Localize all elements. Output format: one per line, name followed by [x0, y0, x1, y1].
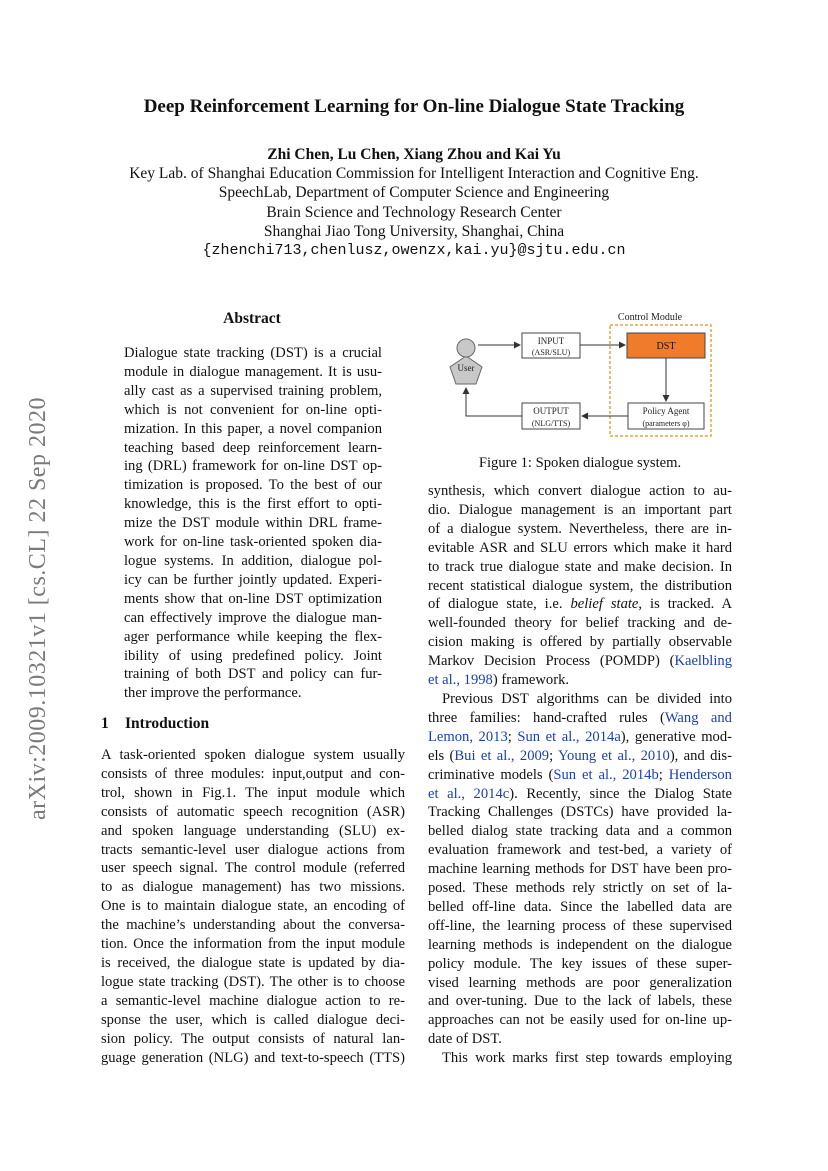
body-line: tion. Once the information from the input module — [101, 936, 405, 953]
abstract-line: knowledge, this is the first effort to opti- — [124, 496, 382, 513]
body-line: A task-oriented spoken dialogue system usually — [101, 747, 405, 763]
abstract-line: ther improve the performance. — [124, 685, 302, 702]
affiliation-line: Key Lab. of Shanghai Education Commission for Intelligent Interaction and Cognitive Eng. — [129, 165, 699, 182]
input-label: INPUT — [537, 336, 565, 346]
abstract-line: ments show that on-line DST optimization — [124, 590, 382, 607]
body-line: cision making is offered by partially observable — [428, 634, 732, 651]
body-line: tracts semantic-level user dialogue actions from — [101, 841, 405, 858]
abstract-heading: Abstract — [223, 310, 281, 327]
body-line — [428, 595, 732, 614]
body-line: and over-tuning. Due to the lack of labels, these — [428, 993, 732, 1010]
text-run: ), generative mod- — [620, 728, 732, 745]
abstract-line: can effectively improve the dialogue man- — [124, 609, 382, 626]
affiliation-line: SpeechLab, Department of Computer Science and Engineering — [218, 184, 610, 202]
arrow-output-to-user — [466, 388, 522, 416]
body-line: is received, the dialogue state is updated by dia- — [101, 954, 405, 971]
body-line: to track true dialogue state and make decision. In — [428, 558, 732, 575]
right-column-body — [428, 482, 732, 1068]
abstract-line: training of both DST and policy can fur- — [124, 666, 382, 683]
body-line — [428, 728, 732, 747]
body-line: Previous DST algorithms can be divided into — [442, 690, 732, 707]
dst-label: DST — [656, 341, 676, 352]
body-line: guage generation (NLG) and text-to-speech (TTS) — [101, 1049, 405, 1066]
body-line: evaluation framework and test-bed, a variety of — [428, 842, 732, 859]
user-head-icon — [457, 339, 475, 357]
section-heading-introduction — [101, 715, 209, 733]
body-line: to as dialogue management) has two missions. — [101, 879, 405, 896]
body-line: consists of automatic speech recognition (ASR) — [101, 803, 405, 820]
abstract-line: module in dialogue management. It is usu- — [124, 363, 382, 380]
affiliation-line: Brain Science and Technology Research Center — [266, 203, 562, 221]
body-line: user speech signal. The control module (referred — [101, 860, 405, 877]
text-run: ) framework. — [492, 672, 570, 689]
body-line — [428, 785, 732, 804]
text-run: ; — [658, 766, 669, 783]
text-run: ; — [507, 728, 518, 745]
body-line: This work marks first step towards employing — [442, 1050, 732, 1067]
body-line: belled off-line data. Since the labelled data are — [428, 898, 732, 915]
body-line: sion policy. The output consists of natural lan- — [101, 1030, 405, 1047]
text-run: ), and dis- — [669, 747, 732, 764]
section-title: Introduction — [125, 715, 210, 732]
citation-link[interactable]: Henderson — [668, 766, 732, 783]
text-run: of dialogue state, i.e. — [428, 596, 563, 613]
body-line: learning methods is independent on the dialogue — [428, 936, 732, 953]
abstract-line: ally cast as a supervised training problem, — [124, 382, 382, 399]
figure-1-diagram — [440, 308, 732, 446]
text-run: Markov Decision Process (POMDP) ( — [428, 653, 675, 670]
paper-title: Deep Reinforcement Learning for On-line Dialogue State Tracking — [143, 96, 685, 117]
body-line — [428, 709, 732, 728]
citation-link[interactable]: Bui et al., 2009 — [454, 747, 550, 764]
abstract-line: work for on-line task-oriented spoken dia- — [124, 534, 382, 551]
abstract-line: timization is proposed. To the best of our — [124, 477, 382, 494]
body-line: and spoken language understanding (SLU) ex- — [101, 822, 405, 839]
body-line: vised learning methods are poor generalization — [428, 974, 732, 991]
text-run: ; — [549, 747, 558, 764]
affiliation-block — [0, 164, 828, 260]
abstract-line: ing (DRL) framework for on-line DST op- — [124, 458, 382, 475]
body-line — [428, 766, 732, 785]
body-line: the machine’s understanding about the conversa- — [101, 917, 405, 934]
citation-link[interactable]: Lemon, 2013 — [428, 728, 508, 745]
body-line: synthesis, which convert dialogue action to au- — [428, 483, 732, 499]
body-line — [428, 652, 732, 671]
body-line: machine learning methods for DST have been pro- — [428, 861, 732, 878]
body-line: off-line, the learning process of these supervised — [428, 917, 732, 934]
authors: Zhi Chen, Lu Chen, Xiang Zhou and Kai Yu — [267, 146, 561, 163]
belief-state-term: belief state — [570, 596, 639, 613]
body-line — [428, 747, 732, 766]
body-line: well-founded theory for belief tracking and de- — [428, 615, 732, 632]
body-line: evitable ASR and SLU errors which make it hard — [428, 539, 732, 556]
section-number: 1 — [101, 715, 109, 732]
arxiv-stamp: arXiv:2009.10321v1 [cs.CL] 22 Sep 2020 — [25, 397, 51, 821]
body-line: a semantic-level machine dialogue action to re- — [101, 992, 405, 1009]
text-run: criminative models ( — [428, 766, 554, 783]
policy-agent-sublabel: (parameters φ) — [642, 419, 690, 428]
body-line: consists of three modules: input,output and con- — [101, 765, 405, 782]
text-run: els ( — [428, 747, 455, 764]
abstract-line: ibility of using predefined policy. Joint — [124, 647, 382, 664]
body-line: sponse the user, which is called dialogue deci- — [101, 1011, 405, 1028]
citation-link[interactable]: Kaelbling — [674, 653, 732, 670]
body-line: policy module. The key issues of these super- — [428, 955, 732, 972]
text-run: three families: hand-crafted rules ( — [428, 709, 665, 726]
abstract-body — [124, 344, 382, 703]
body-line: Tracking Challenges (DSTCs) have provided la- — [428, 804, 732, 821]
introduction-body — [101, 746, 405, 1067]
body-line: One is to maintain dialogue state, an encoding of — [101, 898, 405, 915]
policy-agent-label: Policy Agent — [642, 406, 690, 416]
body-line: posed. These methods rely strictly on set of la- — [428, 880, 732, 897]
abstract-line: which is not convenient for on-line opti- — [124, 401, 382, 418]
body-line: of a dialogue system. Nevertheless, there are in- — [428, 520, 732, 537]
abstract-line: mization. In this paper, a novel companion — [124, 420, 382, 437]
abstract-line: ager performance while keeping the flex- — [124, 628, 382, 645]
output-label: OUTPUT — [533, 406, 569, 416]
body-line — [428, 671, 732, 690]
input-sublabel: (ASR/SLU) — [531, 348, 571, 357]
body-line: belled dialog state tracking data and a common — [428, 823, 732, 840]
body-line: recent statistical dialogue system, the distribution — [428, 577, 732, 594]
figure-1-caption: Figure 1: Spoken dialogue system. — [478, 455, 682, 471]
abstract-line: mize the DST module within DRL frame- — [124, 515, 382, 532]
control-module-label: Control Module — [617, 312, 683, 323]
citation-link[interactable]: Sun et al., 2014a — [517, 728, 621, 745]
citation-link[interactable]: Sun et al., 2014b — [553, 766, 659, 783]
body-line: trol, shown in Fig.1. The input module which — [101, 784, 405, 801]
body-line: logue state tracking (DST). The other is to choose — [101, 973, 405, 990]
body-line: date of DST. — [428, 1031, 502, 1048]
body-line: dio. Dialogue management is an important part — [428, 501, 732, 518]
citation-link[interactable]: Young et al., 2010 — [557, 747, 670, 764]
citation-link[interactable]: Wang and — [664, 709, 732, 726]
affiliation-line: Shanghai Jiao Tong University, Shanghai, China — [263, 222, 565, 240]
abstract-line: teaching based deep reinforcement learn- — [124, 439, 382, 456]
abstract-line: icy can be further jointly updated. Experi- — [124, 571, 382, 588]
text-run: ). Recently, since the Dialog State — [509, 785, 732, 802]
body-line: approaches can not be easily used for on-line up- — [428, 1012, 732, 1029]
citation-link[interactable]: et al., 2014c — [428, 785, 510, 802]
email: {zhenchi713,chenlusz,owenzx,kai.yu}@sjtu.edu.cn — [202, 242, 626, 260]
citation-link[interactable]: et al., 1998 — [428, 672, 493, 689]
abstract-line: Dialogue state tracking (DST) is a crucial — [124, 345, 382, 361]
abstract-line: logue systems. In addition, dialogue pol- — [124, 552, 382, 569]
user-label: User — [457, 363, 475, 373]
output-sublabel: (NLG/TTS) — [531, 419, 571, 428]
text-run: , is tracked. A — [638, 596, 732, 613]
